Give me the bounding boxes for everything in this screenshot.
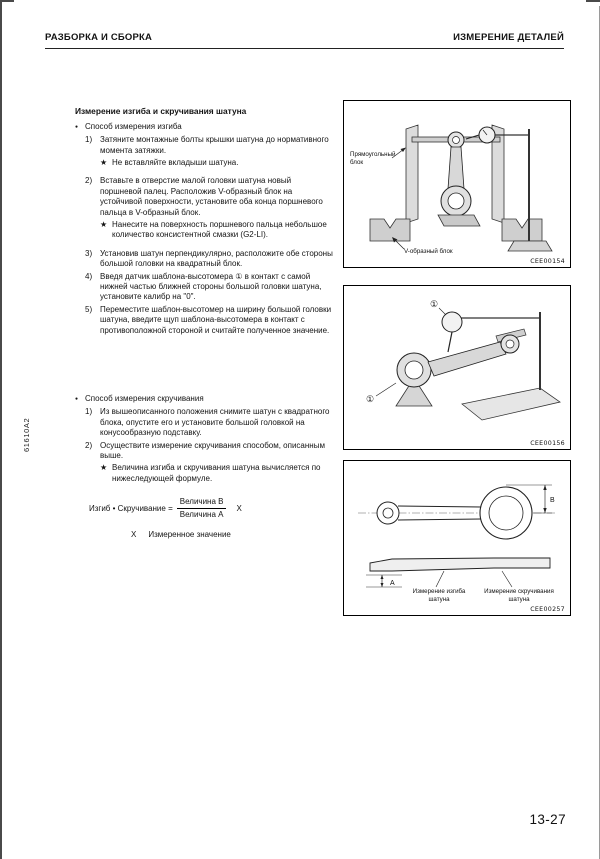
page-edge-left [0,0,2,859]
star-icon: ★ [100,220,108,230]
bullet-icon: ● [75,395,79,402]
formula-legend [131,530,333,540]
figure-twist-setup [343,285,571,450]
list-item-text: Установив шатун перпендикулярно, расположите обе стороны большой головки на квадратный блок. [100,248,333,269]
list-item-number: 3) [85,248,93,258]
list-item-number: 1) [85,407,93,417]
caption-bend-measurement: Измерение изгиба шатуна [412,588,466,603]
formula-denominator: Величина A [179,510,224,520]
list-item-text: Вставьте в отверстие малой головки шатуна новый поршневой палец. Расположив V-образный блок на устойчивой поверхности, установите оба конца поршневого пальца в V-образный блок. [100,176,323,217]
section-heading [75,122,333,132]
section-twist-measurement [75,394,333,540]
star-icon: ★ [100,158,108,168]
label-v-block: V-образный блок [404,248,453,255]
list-item [85,407,333,438]
instruction-column [75,106,333,540]
list-item-text: Введя датчик шаблона-высотомера ① в контакт с самой нижней частью ближней стороны большой головки шатуна, установите калибр на "0". [100,271,322,302]
list-item-text: Переместите шаблон-высотомер на ширину большой головки шатуна, введите щуп шаблона-высотомера в контакт с противоположной стороной и считайте полученное значение. [100,304,332,335]
note-item [100,158,333,168]
formula-numerator: Величина B [177,497,227,509]
section-heading-text: Способ измерения изгиба [85,121,182,131]
star-icon: ★ [100,463,108,473]
header-section-title: ИЗМЕРЕНИЕ ДЕТАЛЕЙ [453,32,564,43]
page-number: 13-27 [529,812,566,827]
list-item-number: 2) [85,176,93,186]
list-item [85,305,333,336]
note-item-text: Нанесите на поверхность поршневого пальца небольшое количество консистентной смазки (G2-LI). [112,220,327,240]
legend-text: Измеренное значение [148,529,231,539]
section-bend-measurement [75,122,333,336]
list-item [85,249,333,270]
list-item [85,176,333,218]
figure-code: CEE00156 [530,440,565,447]
note-item [100,220,333,241]
document-side-code: 61610A2 [22,417,31,452]
caption-twist-measurement: Измерение скручивания шатуна [484,588,554,603]
formula-fraction [177,497,227,521]
formula-multiplier: X [236,503,242,513]
list-item [85,135,333,156]
page-title: Измерение изгиба и скручивания шатуна [75,106,247,116]
note-item [100,463,333,484]
dimension-b-label: B [550,497,555,504]
callout-1-icon: ① [366,394,375,404]
list-item-number: 2) [85,440,93,450]
label-rectangular-block: Прямоугольный блок [350,151,396,166]
list-item-text: Из вышеописанного положения снимите шатун с квадратного блока, опустите его и установите большой головкой на конусообразную подставку. [100,407,330,438]
list-item-number: 1) [85,135,93,145]
spacer [75,168,333,174]
bullet-icon: ● [75,123,79,130]
list-item [85,441,333,462]
section-heading-text: Способ измерения скручивания [85,393,204,403]
list-item-number: 4) [85,271,93,281]
list-item-text: Затяните монтажные болты крышки шатуна до нормативного момента затяжки. [100,135,329,155]
list-item [85,272,333,303]
formula-lhs: Изгиб • Скручивание = [89,503,173,513]
page-header [45,32,564,49]
figure-bend-drawing [344,101,570,267]
callout-1-icon: ① [430,299,439,309]
bend-twist-formula [89,497,333,521]
note-item-text: Не вставляйте вкладыши шатуна. [112,158,239,168]
figure-code: CEE00154 [530,258,565,265]
note-item-text: Величина изгиба и скручивания шатуна вычисляется по нижеследующей формуле. [112,463,321,483]
legend-symbol: X [131,529,137,539]
section-heading [75,394,333,404]
dimension-a-label: A [390,580,395,587]
scan-corner-mark [586,0,600,2]
header-chapter-title: РАЗБОРКА И СБОРКА [45,32,153,43]
figure-bend-setup [343,100,571,268]
spacer [75,241,333,247]
list-item-text: Осуществите измерение скручивания способом, описанным выше. [100,440,325,460]
figure-code: CEE00257 [530,606,565,613]
list-item-number: 5) [85,304,93,314]
scan-corner-mark [0,0,14,2]
figure-twist-drawing [344,286,570,449]
figure-dimension-drawing [343,460,571,616]
